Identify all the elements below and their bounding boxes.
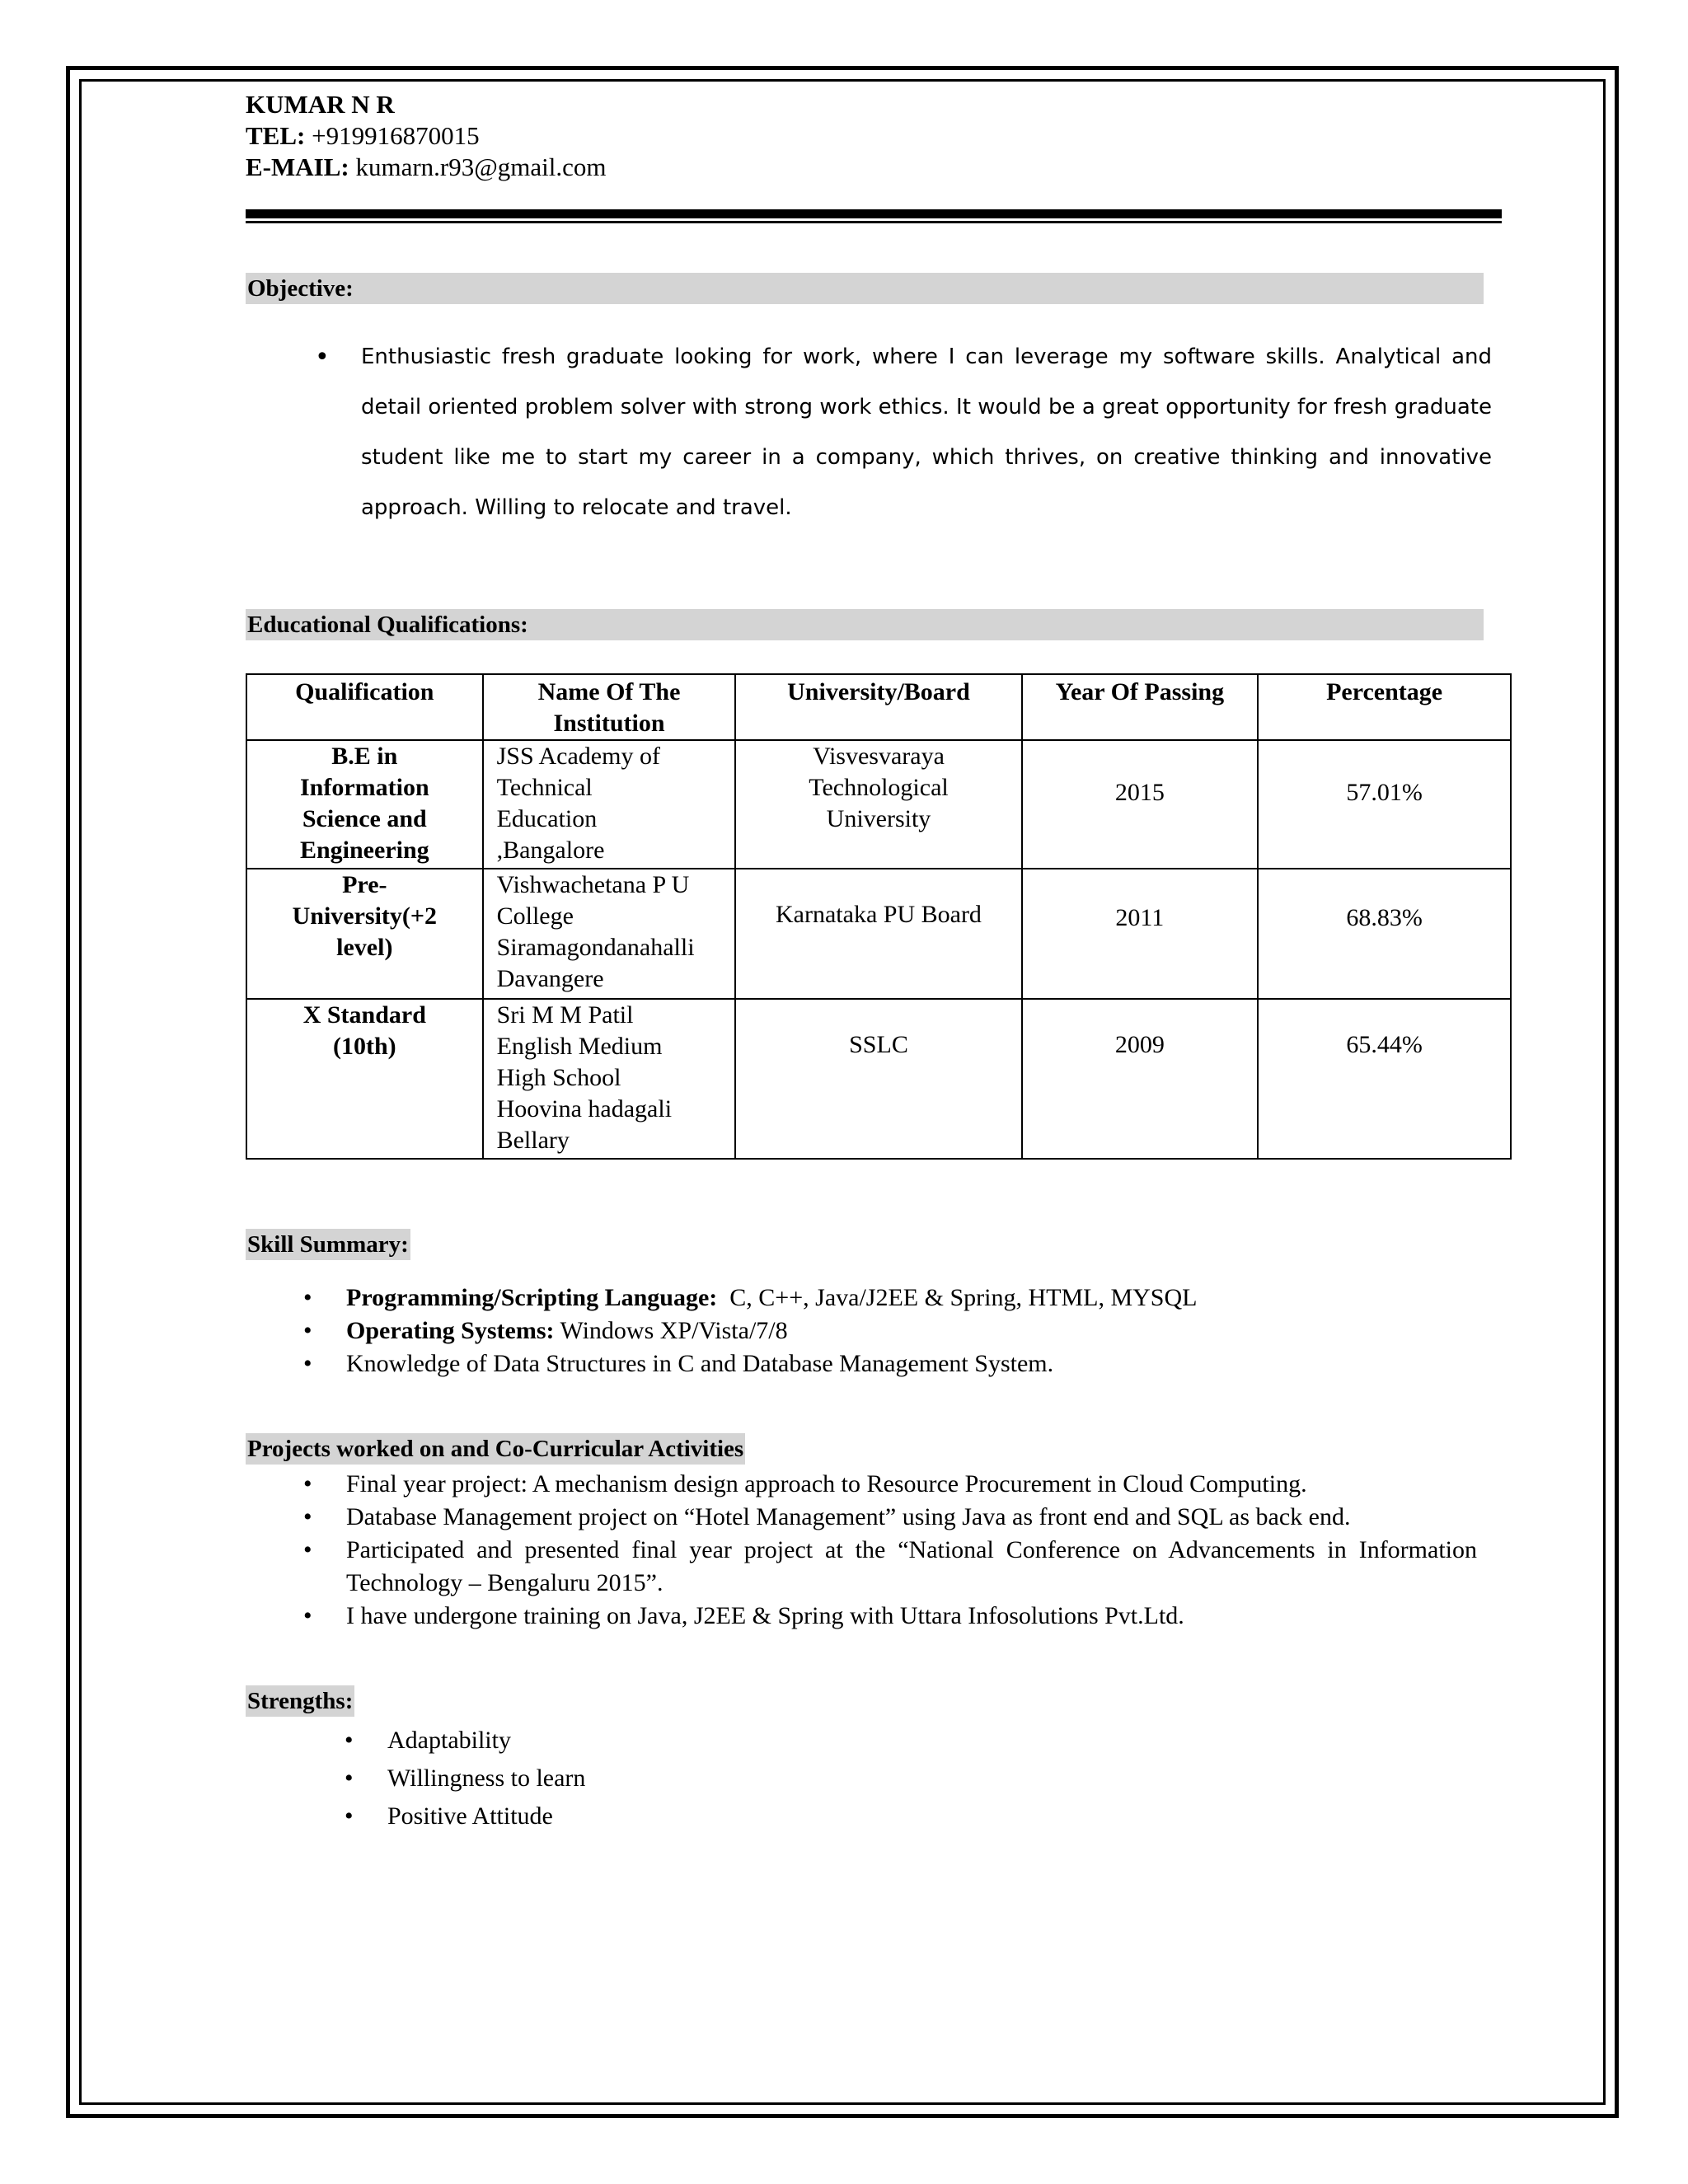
header-divider: [246, 209, 1502, 218]
column-header: Year Of Passing: [1022, 674, 1259, 740]
percentage-cell: 65.44%: [1258, 999, 1511, 1159]
education-table: [246, 673, 1512, 1160]
phone-label: TEL:: [246, 121, 306, 150]
column-header: University/Board: [735, 674, 1021, 740]
qualification-cell: B.E in Information Science and Engineering: [246, 740, 483, 869]
resume-content: [246, 89, 1502, 1835]
bullet-icon: •: [303, 1602, 312, 1629]
institution-cell: JSS Academy of Technical Education ,Bangalore: [483, 740, 736, 869]
bullet-icon: •: [315, 343, 330, 372]
column-header: Percentage: [1258, 674, 1511, 740]
list-item: • Adaptability: [387, 1722, 1502, 1760]
objective-text: Enthusiastic fresh graduate looking for work, where I can leverage my software skills. Analytical and detail oriented problem solver with strong work ethics. It would be a great opportunity for fresh graduate student like me to start my career in a company, which thrives, on creative thinking and innovative approach. Willing to relocate and travel.: [361, 344, 1492, 520]
email-line: [246, 152, 1502, 183]
skills-heading: Skill Summary:: [246, 1229, 410, 1260]
list-item: • Programming/Scripting Language: C, C++, Java/J2EE & Spring, HTML, MYSQL: [346, 1282, 1502, 1315]
phone-line: [246, 120, 1502, 152]
table-row: [246, 740, 1511, 869]
qualification-cell: X Standard (10th): [246, 999, 483, 1159]
institution-cell: Vishwachetana P U College Siramagondanahalli Davangere: [483, 869, 736, 999]
strengths-list: [246, 1722, 1502, 1835]
projects-section: [246, 1433, 1502, 1465]
table-row: [246, 999, 1511, 1159]
projects-heading: Projects worked on and Co-Curricular Activities: [246, 1433, 745, 1465]
list-item: • Final year project: A mechanism design approach to Resource Procurement in Cloud Computing.: [346, 1468, 1477, 1501]
list-item: • Willingness to learn: [387, 1760, 1502, 1797]
objective-heading: Objective:: [246, 273, 1484, 304]
year-cell: 2011: [1022, 869, 1259, 999]
projects-list: [246, 1468, 1477, 1633]
list-item: • Database Management project on “Hotel Management” using Java as front end and SQL as back end.: [346, 1501, 1477, 1534]
header-divider-thin: [246, 221, 1502, 223]
bullet-icon: •: [345, 1765, 354, 1792]
education-heading: Educational Qualifications:: [246, 609, 1484, 640]
year-cell: 2015: [1022, 740, 1259, 869]
bullet-icon: •: [345, 1802, 354, 1830]
list-item: • Knowledge of Data Structures in C and Database Management System.: [346, 1347, 1502, 1380]
skills-section: [246, 1229, 1502, 1260]
board-cell: SSLC: [735, 999, 1021, 1159]
strengths-heading: Strengths:: [246, 1685, 354, 1717]
institution-cell: Sri M M Patil English Medium High School Hoovina hadagali Bellary: [483, 999, 736, 1159]
resume-header: [246, 89, 1502, 183]
board-cell: Karnataka PU Board: [735, 869, 1021, 999]
table-header-row: [246, 674, 1511, 740]
email-label: E-MAIL:: [246, 152, 349, 181]
bullet-icon: •: [303, 1503, 312, 1530]
skills-list: [246, 1282, 1502, 1380]
qualification-cell: Pre- University(+2 level): [246, 869, 483, 999]
phone-value: +919916870015: [312, 121, 480, 150]
objective-paragraph: [246, 332, 1492, 533]
bullet-icon: •: [345, 1727, 354, 1754]
column-header: Name Of The Institution: [483, 674, 736, 740]
list-item: • Positive Attitude: [387, 1797, 1502, 1835]
bullet-icon: •: [303, 1350, 312, 1377]
email-value: kumarn.r93@gmail.com: [355, 152, 607, 181]
bullet-icon: •: [303, 1470, 312, 1497]
list-item: • Participated and presented final year project at the “National Conference on Advancements in Information Technology – Bengaluru 2015”.: [346, 1534, 1477, 1600]
year-cell: 2009: [1022, 999, 1259, 1159]
bullet-icon: •: [303, 1317, 312, 1344]
table-row: [246, 869, 1511, 999]
percentage-cell: 68.83%: [1258, 869, 1511, 999]
column-header: Qualification: [246, 674, 483, 740]
board-cell: Visvesvaraya Technological University: [735, 740, 1021, 869]
bullet-icon: •: [303, 1284, 312, 1311]
list-item: • Operating Systems: Windows XP/Vista/7/8: [346, 1315, 1502, 1347]
candidate-name: KUMAR N R: [246, 90, 395, 119]
list-item: • I have undergone training on Java, J2EE & Spring with Uttara Infosolutions Pvt.Ltd.: [346, 1600, 1477, 1633]
bullet-icon: •: [303, 1536, 312, 1563]
strengths-section: [246, 1685, 1502, 1717]
percentage-cell: 57.01%: [1258, 740, 1511, 869]
